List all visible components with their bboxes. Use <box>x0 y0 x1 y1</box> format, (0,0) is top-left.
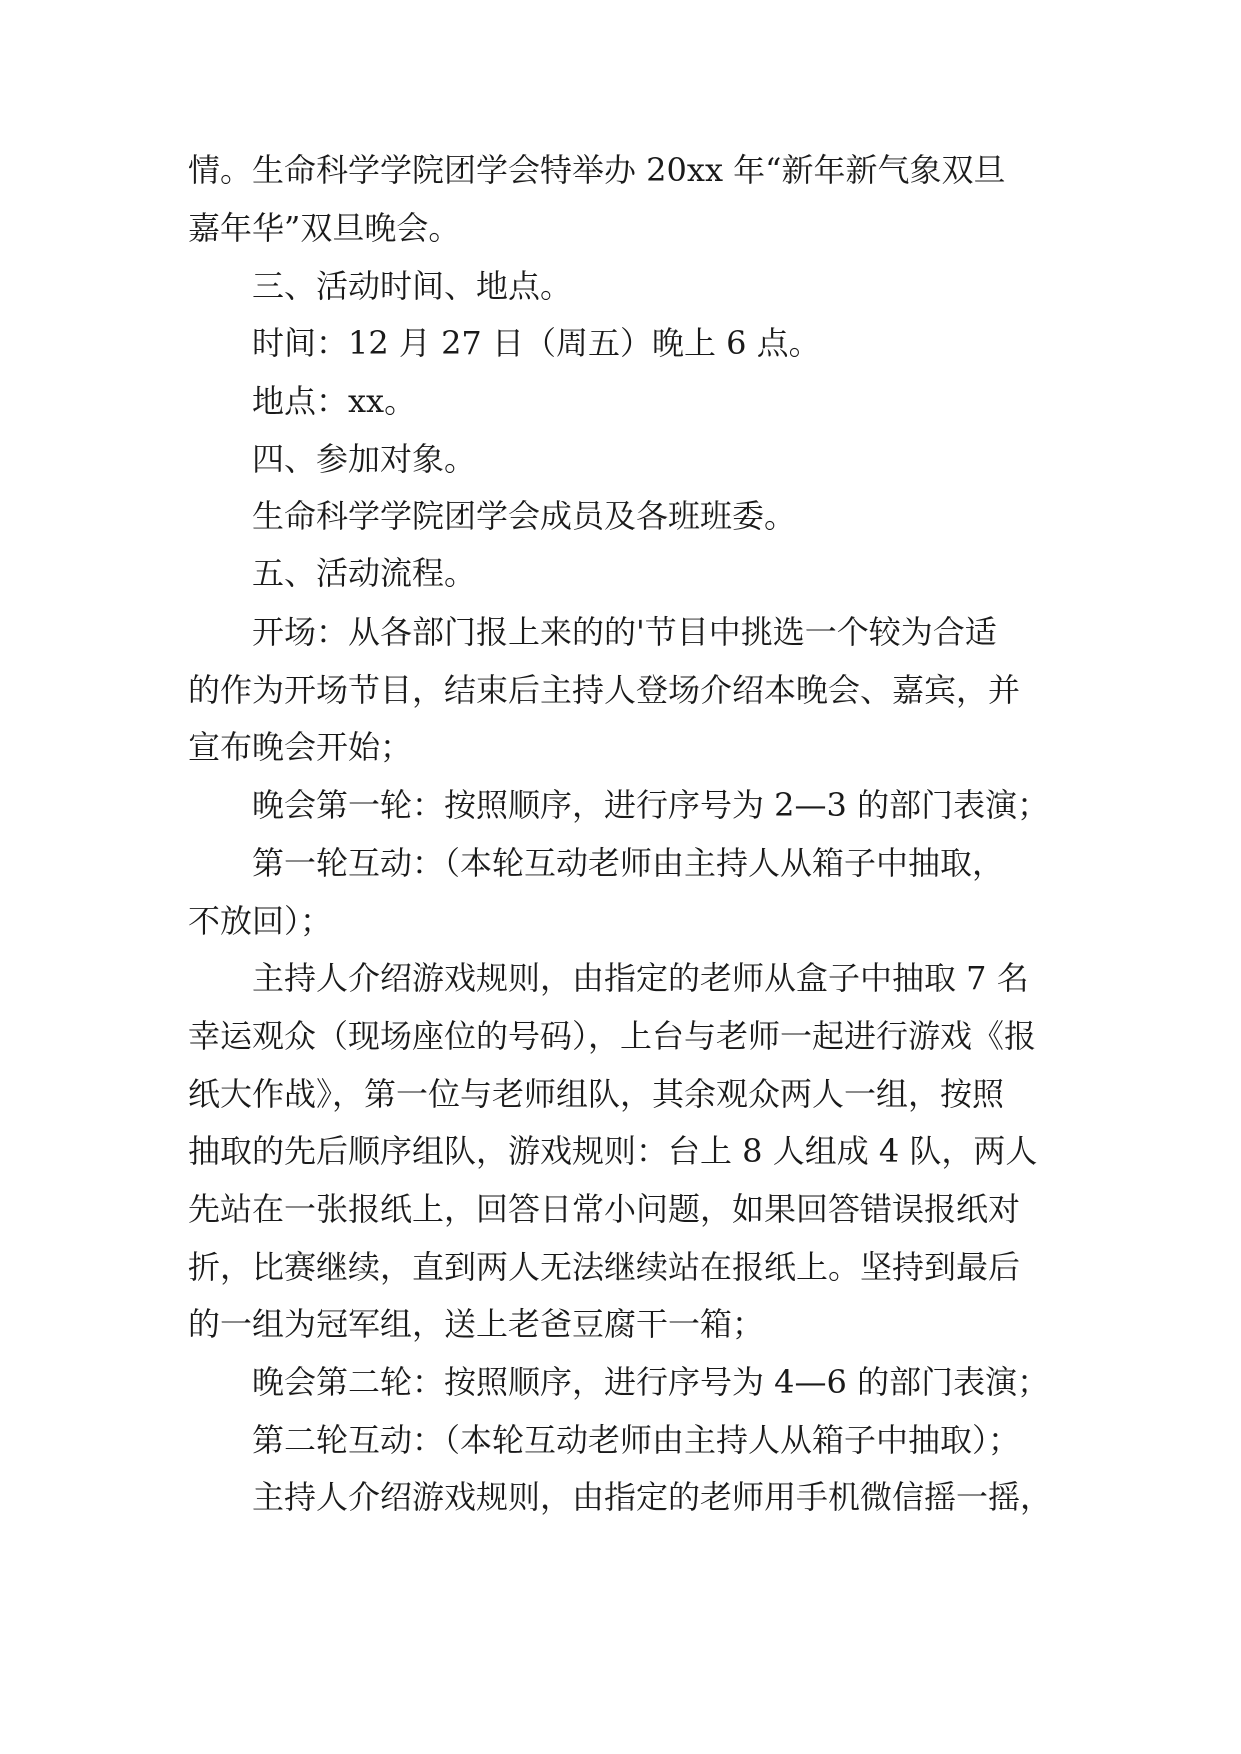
section-heading: 四、参加对象。 <box>252 440 477 478</box>
text-line: 主持人介绍游戏规则，由指定的老师用手机微信摇一摇， <box>252 1478 1053 1516</box>
text-line: 幸运观众（现场座位的号码），上台与老师一起进行游戏《报 <box>188 1017 1037 1055</box>
section-heading: 五、活动流程。 <box>252 554 477 592</box>
text-line: 开场：从各部门报上来的的'节目中挑选一个较为合适 <box>252 613 997 651</box>
text-line: 的作为开场节目，结束后主持人登场介绍本晚会、嘉宾，并 <box>188 671 1021 709</box>
text-line: 抽取的先后顺序组队，游戏规则：台上 8 人组成 4 队，两人 <box>188 1132 1038 1170</box>
text-line: 主持人介绍游戏规则，由指定的老师从盒子中抽取 7 名 <box>252 959 1029 997</box>
text-line: 宣布晚会开始； <box>188 728 413 766</box>
text-line: 第一轮互动：（本轮互动老师由主持人从箱子中抽取， <box>252 844 1005 882</box>
text-line: 折，比赛继续，直到两人无法继续站在报纸上。坚持到最后 <box>188 1248 1021 1286</box>
text-line: 第二轮互动：（本轮互动老师由主持人从箱子中抽取）； <box>252 1421 1021 1459</box>
text-line: 生命科学学院团学会成员及各班班委。 <box>252 497 797 535</box>
text-line: 的一组为冠军组，送上老爸豆腐干一箱； <box>188 1305 765 1343</box>
text-line: 晚会第一轮：按照顺序，进行序号为 2—3 的部门表演； <box>252 786 1050 824</box>
section-heading: 三、活动时间、地点。 <box>252 267 573 305</box>
text-line: 地点：xx。 <box>252 382 417 420</box>
text-line: 时间：12 月 27 日（周五）晚上 6 点。 <box>252 324 821 362</box>
text-line: 不放回）； <box>188 902 333 940</box>
text-line: 晚会第二轮：按照顺序，进行序号为 4—6 的部门表演； <box>252 1363 1050 1401</box>
text-line: 嘉年华”双旦晚会。 <box>188 209 461 247</box>
text-line: 情。生命科学学院团学会特举办 20xx 年“新年新气象双旦 <box>188 151 1006 189</box>
text-line: 先站在一张报纸上，回答日常小问题，如果回答错误报纸对 <box>188 1190 1021 1228</box>
text-line: 纸大作战》，第一位与老师组队，其余观众两人一组，按照 <box>188 1075 1005 1113</box>
